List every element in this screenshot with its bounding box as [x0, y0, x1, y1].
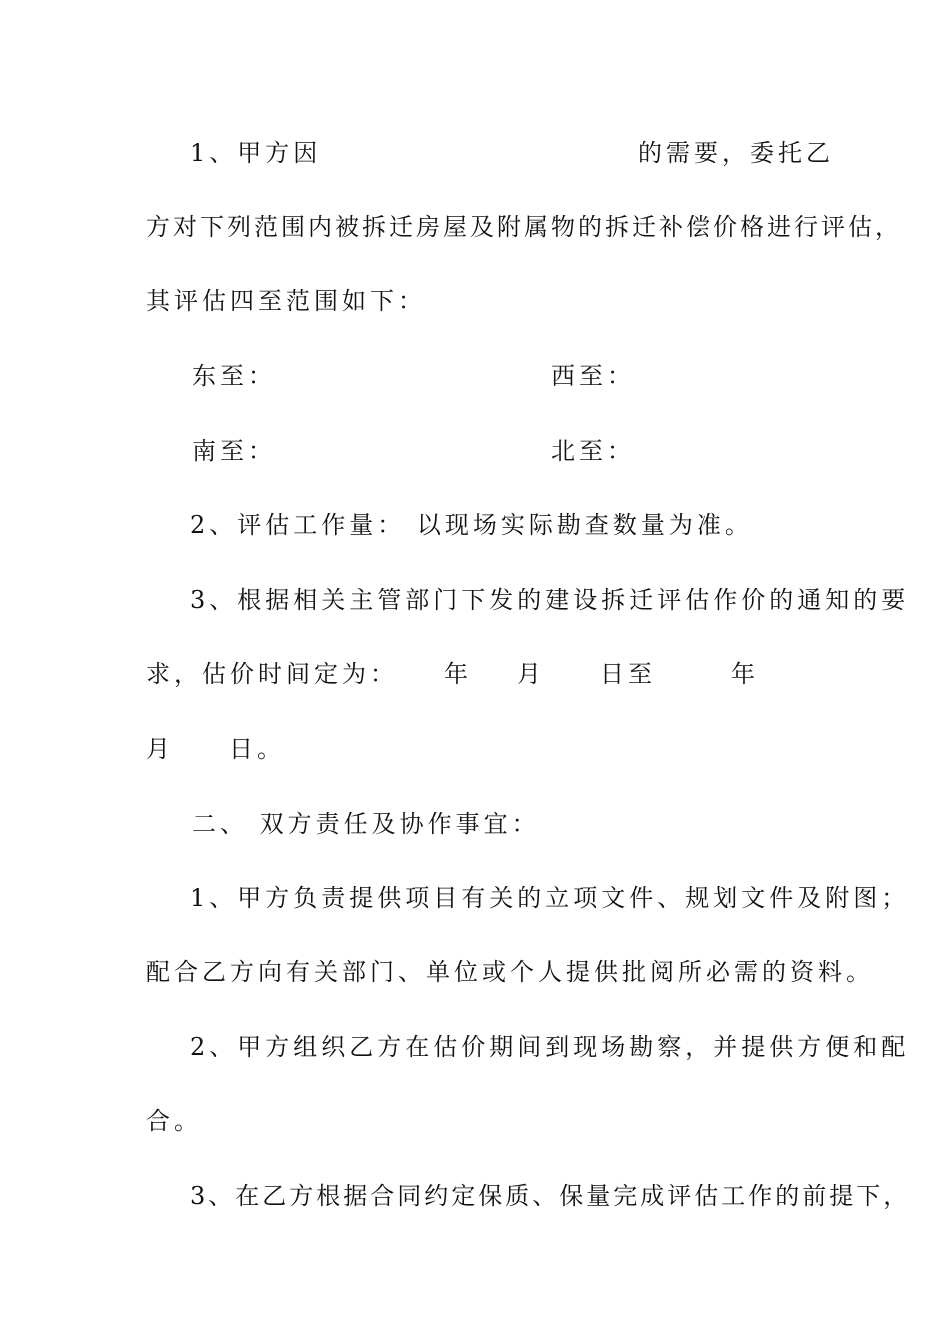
clause-3-line-2: 求，估价时间定为： — [146, 660, 398, 688]
south-boundary-label: 南至： — [192, 437, 276, 465]
start-day-label: 日至 — [600, 660, 656, 688]
clause-1-line-2: 方对下列范围内被拆迁房屋及附属物的拆迁补偿价格进行评估， — [146, 213, 902, 241]
clause-1-line-1b: 的需要，委托乙 — [638, 139, 834, 167]
end-month-label: 月 — [146, 735, 174, 763]
section-2-heading: 二、 双方责任及协作事宜： — [192, 810, 540, 838]
north-boundary-label: 北至： — [551, 437, 635, 465]
west-boundary-label: 西至： — [551, 362, 635, 390]
clause-3-line-1: 3、根据相关主管部门下发的建设拆迁评估作价的通知的要 — [190, 586, 910, 614]
clause-1-line-1a: 1、甲方因 — [190, 139, 322, 167]
start-year-label: 年 — [444, 660, 472, 688]
section-2-item-1-line-2: 配合乙方向有关部门、单位或个人提供批阅所必需的资料。 — [146, 958, 874, 986]
clause-2: 2、评估工作量： 以现场实际勘查数量为准。 — [190, 511, 753, 539]
end-year-label: 年 — [731, 660, 759, 688]
clause-1-line-3: 其评估四至范围如下： — [146, 287, 426, 315]
east-boundary-label: 东至： — [192, 362, 276, 390]
section-2-item-1-line-1: 1、甲方负责提供项目有关的立项文件、规划文件及附图； — [190, 884, 910, 912]
start-month-label: 月 — [517, 660, 545, 688]
section-2-item-2-line-1: 2、甲方组织乙方在估价期间到现场勘察，并提供方便和配 — [190, 1033, 910, 1061]
section-2-item-2-line-2: 合。 — [146, 1107, 202, 1135]
section-2-item-3-line-1: 3、在乙方根据合同约定保质、保量完成评估工作的前提下， — [190, 1182, 911, 1210]
end-day-label: 日。 — [229, 735, 285, 763]
